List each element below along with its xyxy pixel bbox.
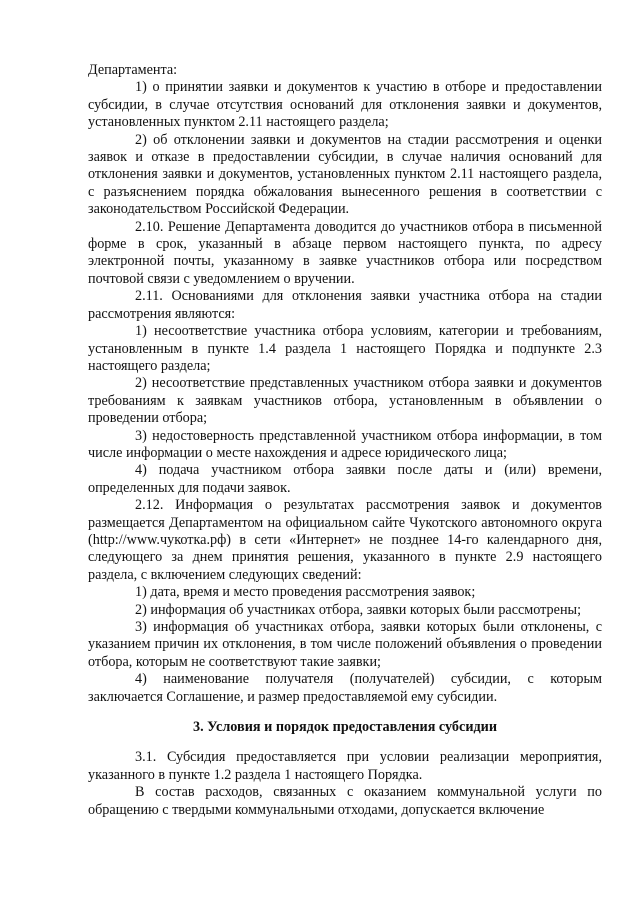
paragraph: 2) об отклонении заявки и документов на стадии рассмотрения и оценки заявок и отказе в предоставлении субсидии, в случае наличия оснований для отклонения заявки и документов, установленных пунктом 2.11 настоящего раздела, с разъяснением порядка обжалования вынесенного решения в соответствии с законодательством Российской Федерации. <box>88 131 602 218</box>
paragraph: 2.12. Информация о результатах рассмотрения заявок и документов размещается Департаментом на официальном сайте Чукотского автономного округа (http://www.чукотка.рф) в сети «Интернет» не позднее 14-го календарного дня, следующего за днем принятия решения, указанного в пункте 2.9 настоящего раздела, с включением следующих сведений: <box>88 497 602 583</box>
paragraph: 1) несоответствие участника отбора условиям, категории и требованиям, установленным в пункте 1.4 раздела 1 настоящего Порядка и подпункте 2.3 настоящего раздела; <box>88 323 602 374</box>
paragraph: 2.11. Основаниями для отклонения заявки участника отбора на стадии рассмотрения являются: <box>88 288 602 322</box>
paragraph: 1) дата, время и место проведения рассмотрения заявок; <box>135 584 476 601</box>
paragraph: 4) наименование получателя (получателей) субсидии, с которым заключается Соглашение, и размер предоставляемой ему субсидии. <box>88 671 602 705</box>
paragraph: 2) информация об участниках отбора, заявки которых были рассмотрены; <box>135 601 582 618</box>
paragraph: Департамента: <box>88 62 178 78</box>
paragraph: 3) недостоверность представленной участником отбора информации, в том числе информации о месте нахождения и адресе юридического лица; <box>88 427 602 461</box>
paragraph: 4) подача участником отбора заявки после даты и (или) времени, определенных для подачи заявок. <box>88 462 602 496</box>
paragraph: 3.1. Субсидия предоставляется при условии реализации мероприятия, указанного в пункте 1.2 раздела 1 настоящего Порядка. <box>88 749 602 783</box>
paragraph: В состав расходов, связанных с оказанием коммунальной услуги по обращению с твердыми коммунальными отходами, допускается включение <box>88 784 602 818</box>
section-heading: 3. Условия и порядок предоставления субсидии <box>192 719 498 736</box>
paragraph: 3) информация об участниках отбора, заявки которых были отклонены, с указанием причин их отклонения, в том числе положений объявления о проведении отбора, которым не соответствуют такие заявки; <box>88 619 602 670</box>
paragraph: 1) о принятии заявки и документов к участию в отборе и предоставлении субсидии, в случае отсутствия оснований для отклонения заявки и документов, установленных пунктом 2.11 настоящего раздела; <box>88 79 602 131</box>
paragraphs-bottom <box>88 749 602 819</box>
paragraph: 2) несоответствие представленных участником отбора заявки и документов требованиям к заявкам участников отбора, установленным в объявлении о проведении отбора; <box>88 375 602 427</box>
document-page <box>88 62 602 819</box>
paragraphs-top <box>88 62 602 706</box>
paragraph: 2.10. Решение Департамента доводится до участников отбора в письменной форме в срок, указанный в абзаце первом настоящего пункта, по адресу электронной почты, указанному в заявке участников отбора или посредством почтовой связи с уведомлением о вручении. <box>88 218 602 287</box>
